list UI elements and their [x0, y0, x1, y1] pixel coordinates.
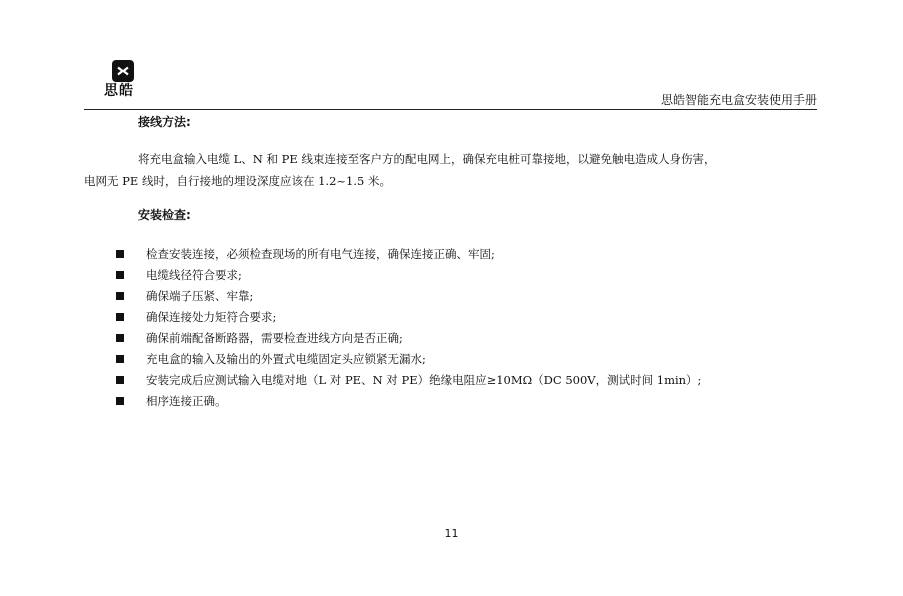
list-item-text: 确保端子压紧、牢靠;: [146, 289, 254, 303]
square-bullet-icon: [116, 292, 124, 300]
square-bullet-icon: [116, 397, 124, 405]
header-divider: [84, 109, 817, 110]
list-item: [116, 328, 701, 349]
list-item-text: 检查安装连接，必须检查现场的所有电气连接，确保连接正确、牢固;: [146, 247, 495, 261]
list-item: [116, 265, 701, 286]
list-item: [116, 307, 701, 328]
list-item-text: 电缆线径符合要求;: [146, 268, 242, 282]
inspection-heading: 安装检查:: [138, 208, 191, 222]
square-bullet-icon: [116, 313, 124, 321]
list-item: [116, 286, 701, 307]
wiring-heading: 接线方法:: [138, 115, 191, 129]
list-item-text: 确保连接处力矩符合要求;: [146, 310, 277, 324]
brand-logo: [104, 60, 142, 99]
brand-logo-icon: [112, 60, 134, 82]
square-bullet-icon: [116, 334, 124, 342]
list-item: [116, 244, 701, 265]
square-bullet-icon: [116, 355, 124, 363]
wiring-paragraph-line: 电网无 PE 线时，自行接地的埋设深度应该在 1.2~1.5 米。: [84, 174, 391, 188]
square-bullet-icon: [116, 376, 124, 384]
square-bullet-icon: [116, 271, 124, 279]
list-item: [116, 391, 701, 412]
list-item: [116, 349, 701, 370]
list-item-text: 安装完成后应测试输入电缆对地（L 对 PE、N 对 PE）绝缘电阻应≥10MΩ（DC 500V，测试时间 1min）;: [146, 373, 702, 387]
inspection-checklist: [116, 244, 701, 412]
manual-title: 思皓智能充电盒安装使用手册: [660, 93, 817, 107]
wiring-paragraph: [84, 148, 819, 192]
list-item-text: 充电盒的输入及输出的外置式电缆固定头应锁紧无漏水;: [146, 352, 426, 366]
square-bullet-icon: [116, 250, 124, 258]
list-item-text: 相序连接正确。: [146, 394, 227, 408]
brand-logo-text: 思皓: [104, 83, 134, 99]
page-number: 11: [444, 527, 459, 540]
wiring-paragraph-line: 将充电盒输入电缆 L、N 和 PE 线束连接至客户方的配电网上，确保充电桩可靠接地，以避免触电造成人身伤害，: [138, 152, 716, 166]
list-item-text: 确保前端配备断路器，需要检查进线方向是否正确;: [146, 331, 403, 345]
list-item: [116, 370, 701, 391]
